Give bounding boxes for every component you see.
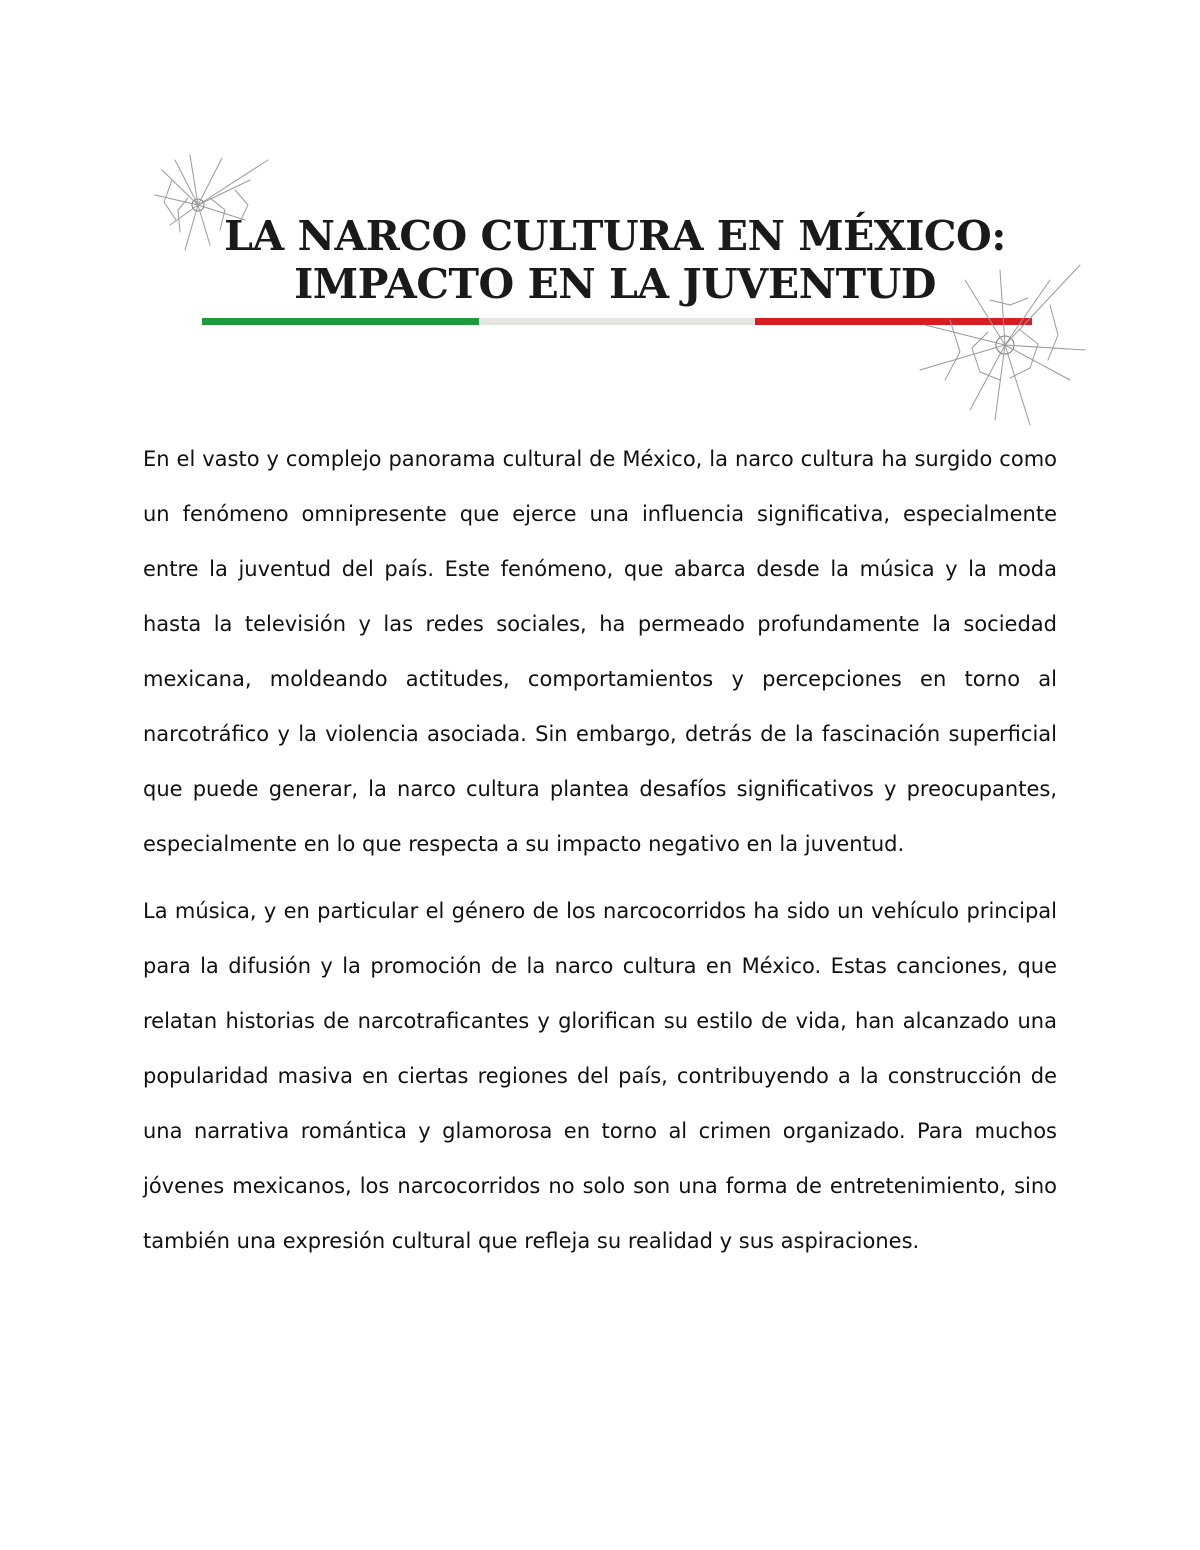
document-body [143, 432, 1057, 1281]
cracked-glass-icon [910, 260, 1090, 430]
title-line-1: LA NARCO CULTURA EN MÉXICO: [224, 212, 1006, 260]
flag-white-segment [479, 318, 756, 325]
paragraph: En el vasto y complejo panorama cultural de México, la narco cultura ha surgido como un fenómeno omnipresente que ejerce una influencia significativa, especialmente entre la juventud del país. Este fenómeno, que abarca desde la música y la moda hasta la televisión y las redes sociales, ha permeado profundamente la sociedad mexicana, moldeando actitudes, comportamientos y percepciones en torno al narcotráfico y la violencia asociada. Sin embargo, detrás de la fascinación superficial que puede generar, la narco cultura plantea desafíos significativos y preocupantes, especialmente en lo que respecta a su impacto negativo en la juventud. [143, 447, 1057, 856]
paragraph: La música, y en particular el género de los narcocorridos ha sido un vehículo principal para la difusión y la promoción de la narco cultura en México. Estas canciones, que relatan historias de narcotraficantes y glorifican su estilo de vida, han alcanzado una popularidad masiva en ciertas regiones del país, contribuyendo a la construcción de una narrativa romántica y glamorosa en torno al crimen organizado. Para muchos jóvenes mexicanos, los narcocorridos no solo son una forma de entretenimiento, sino también una expresión cultural que refleja su realidad y sus aspiraciones. [143, 899, 1057, 1253]
flag-green-segment [202, 318, 479, 325]
title-line-2: IMPACTO EN LA JUVENTUD [294, 260, 936, 308]
flag-stripe [202, 318, 1032, 325]
title-block [0, 150, 1200, 430]
